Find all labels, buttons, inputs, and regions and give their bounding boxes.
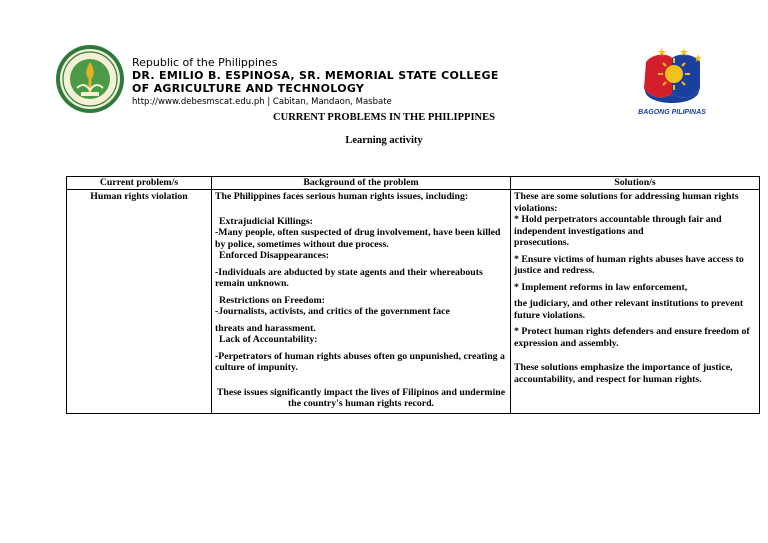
college-contact: http://www.debesmscat.edu.ph | Cabitan, Mandaon, Masbate [132, 97, 392, 107]
background-intro: The Philippines faces serious human rights issues, including: [215, 191, 469, 202]
bagong-pilipinas-logo [632, 44, 712, 120]
background-conclusion: These issues significantly impact the lives of Filipinos and undermine the country's human rights record. [216, 386, 506, 409]
solution-item-4: * Protect human rights defenders and ensure freedom of expression and assembly. [514, 326, 750, 349]
background-text-disappearances: -Individuals are abducted by state agents and their whereabouts remain unknown. [215, 266, 483, 289]
background-heading-freedom: Restrictions on Freedom: [219, 294, 325, 306]
background-heading-killings: Extrajudicial Killings: [219, 215, 313, 227]
background-text-freedom-2: threats and harassment. [215, 322, 316, 334]
column-header-solutions: Solution/s [511, 177, 760, 190]
republic-label: Republic of the Philippines [132, 56, 278, 69]
background-cell [212, 190, 511, 414]
college-name-line1: DR. EMILIO B. ESPINOSA, SR. MEMORIAL STATE COLLEGE [132, 69, 499, 82]
table-row [67, 190, 760, 414]
bagong-pilipinas-text: BAGONG PILIPINAS [638, 109, 706, 116]
solution-item-3-cont: the judiciary, and other relevant institutions to prevent future violations. [514, 298, 744, 321]
table-header-row [67, 177, 760, 190]
background-heading-disappearances: Enforced Disappearances: [219, 250, 330, 261]
solution-item-2: * Ensure victims of human rights abuses have access to justice and redress. [514, 253, 744, 276]
solution-item-1: * Hold perpetrators accountable through fair and independent investigations and [514, 214, 722, 237]
background-heading-accountability: Lack of Accountability: [219, 334, 318, 345]
background-text-freedom: -Journalists, activists, and critics of the government face [215, 306, 450, 317]
column-header-problem: Current problem/s [67, 177, 212, 190]
column-header-background: Background of the problem [212, 177, 511, 190]
college-name-line2: OF AGRICULTURE AND TECHNOLOGY [132, 82, 365, 95]
solutions-intro: These are some solutions for addressing human rights violations: [514, 191, 739, 214]
college-header [132, 57, 499, 108]
background-text-killings: -Many people, often suspected of drug involvement, have been killed by police, sometimes without due process. [215, 227, 501, 250]
page-subtitle: Learning activity [345, 135, 423, 146]
activity-table [66, 176, 760, 414]
page-title: CURRENT PROBLEMS IN THE PHILIPPINES [273, 112, 495, 123]
solutions-conclusion: These solutions emphasize the importance of justice, accountability, and respect for human rights. [514, 362, 733, 385]
background-text-accountability: -Perpetrators of human rights abuses often go unpunished, creating a culture of impunity. [215, 350, 505, 373]
problem-cell: Human rights violation [67, 190, 212, 414]
college-seal-logo [55, 44, 125, 114]
solution-item-1-cont: prosecutions. [514, 237, 570, 248]
solution-item-3: * Implement reforms in law enforcement, [514, 281, 688, 293]
solutions-cell [511, 190, 760, 414]
